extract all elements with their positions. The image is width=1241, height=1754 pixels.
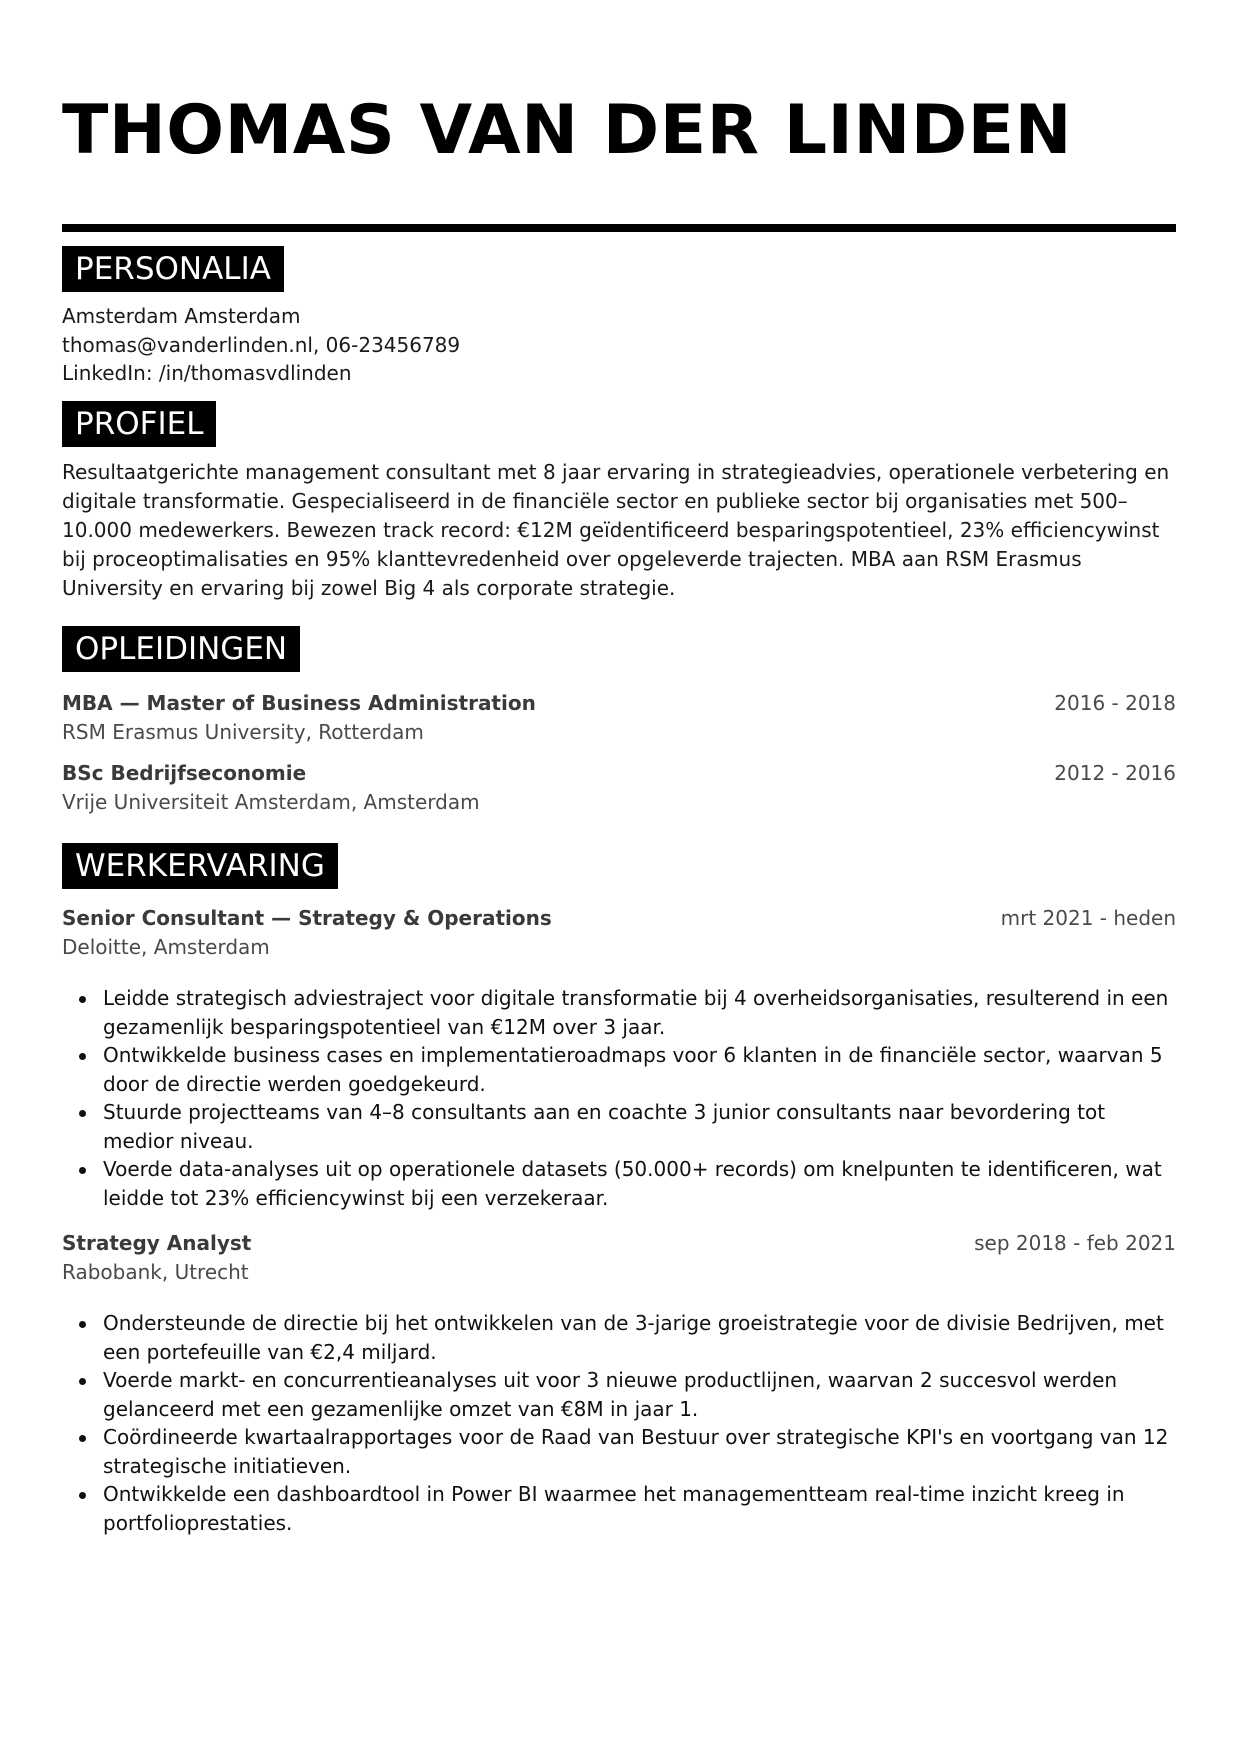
section-heading-personalia: PERSONALIA: [62, 246, 284, 292]
bullet-text: Coördineerde kwartaalrapportages voor de Raad van Bestuur over strategische KPI's en voortgang van 12 strategische initiatieven.: [103, 1425, 1169, 1478]
list-item: [62, 1480, 1176, 1537]
bullet-icon: [79, 1321, 86, 1328]
list-item: [62, 1155, 1176, 1212]
education-title: MBA — Master of Business Administration: [62, 691, 536, 715]
location-text: Amsterdam Amsterdam: [62, 304, 301, 328]
job-title: Strategy Analyst: [62, 1231, 252, 1255]
section-heading-opleidingen: OPLEIDINGEN: [62, 626, 300, 672]
education-entry: [62, 759, 1176, 816]
bullet-icon: [79, 1378, 86, 1385]
list-item: [62, 1098, 1176, 1155]
bullet-icon: [79, 1167, 86, 1174]
bullet-icon: [79, 1110, 86, 1117]
section-profiel: [62, 401, 1176, 603]
section-werkervaring: [62, 843, 1176, 1537]
list-item: [62, 984, 1176, 1041]
bullet-text: Voerde markt- en concurrentieanalyses uit voor 3 nieuwe productlijnen, waarvan 2 succesvol werden gelanceerd met een gezamenlijke omzet van €8M in jaar 1.: [103, 1368, 1118, 1421]
job-period: mrt 2021 - heden: [1000, 906, 1176, 930]
job-achievements: [62, 1309, 1176, 1537]
bullet-text: Ontwikkelde business cases en implementatieroadmaps voor 6 klanten in de financiële sector, waarvan 5 door de directie werden goedgekeurd.: [103, 1043, 1163, 1096]
job-entry: [62, 1229, 1176, 1286]
education-period: 2012 - 2016: [1054, 761, 1176, 785]
bullet-text: Voerde data-analyses uit op operationele datasets (50.000+ records) om knelpunten te identificeren, wat leidde tot 23% efficiencywinst bij een verzekeraar.: [103, 1157, 1162, 1210]
job-company: Deloitte, Amsterdam: [62, 935, 270, 959]
personal-details: [62, 302, 1176, 388]
bullet-icon: [79, 996, 86, 1003]
bullet-icon: [79, 1435, 86, 1442]
job-company: Rabobank, Utrecht: [62, 1260, 249, 1284]
header-divider: [62, 224, 1176, 232]
education-institution: Vrije Universiteit Amsterdam, Amsterdam: [62, 790, 480, 814]
job-entry: [62, 904, 1176, 961]
list-item: [62, 1366, 1176, 1423]
linkedin-text: LinkedIn: /in/thomasvdlinden: [62, 361, 352, 385]
bullet-text: Leidde strategisch adviestraject voor digitale transformatie bij 4 overheidsorganisaties, resulterend in een gezamenlijk besparingspotentieel van €12M over 3 jaar.: [103, 986, 1169, 1039]
profile-summary: Resultaatgerichte management consultant met 8 jaar ervaring in strategieadvies, operationele verbetering en digitale transformatie. Gespecialiseerd in de financiële sector en publieke sector bij organisaties met 500–10.000 medewerkers. Bewezen track record: €12M geïdentificeerd besparingspotentieel, 23% efficiencywinst bij proceoptimalisaties en 95% klanttevredenheid over opgeleverde trajecten. MBA aan RSM Erasmus University en ervaring bij zowel Big 4 als corporate strategie.: [62, 460, 1170, 600]
list-item: [62, 1423, 1176, 1480]
bullet-text: Stuurde projectteams van 4–8 consultants aan en coachte 3 junior consultants naar bevordering tot medior niveau.: [103, 1100, 1106, 1153]
list-item: [62, 1309, 1176, 1366]
candidate-name: THOMAS VAN DER LINDEN: [62, 91, 1073, 170]
education-institution: RSM Erasmus University, Rotterdam: [62, 720, 424, 744]
bullet-text: Ontwikkelde een dashboardtool in Power BI waarmee het managementteam real-time inzicht kreeg in portfolioprestaties.: [103, 1482, 1125, 1535]
bullet-text: Ondersteunde de directie bij het ontwikkelen van de 3-jarige groeistrategie voor de divisie Bedrijven, met een portefeuille van €2,4 miljard.: [103, 1311, 1164, 1364]
section-heading-profiel: PROFIEL: [62, 401, 216, 447]
section-personalia: [62, 246, 1176, 388]
section-heading-werkervaring: WERKERVARING: [62, 843, 338, 889]
bullet-icon: [79, 1492, 86, 1499]
job-period: sep 2018 - feb 2021: [974, 1231, 1176, 1255]
job-title: Senior Consultant — Strategy & Operations: [62, 906, 552, 930]
section-opleidingen: [62, 626, 1176, 816]
education-period: 2016 - 2018: [1054, 691, 1176, 715]
contact-text: thomas@vanderlinden.nl, 06-23456789: [62, 332, 461, 357]
job-achievements: [62, 984, 1176, 1212]
bullet-icon: [79, 1053, 86, 1060]
education-entry: [62, 689, 1176, 746]
list-item: [62, 1041, 1176, 1098]
education-title: BSc Bedrijfseconomie: [62, 761, 307, 785]
